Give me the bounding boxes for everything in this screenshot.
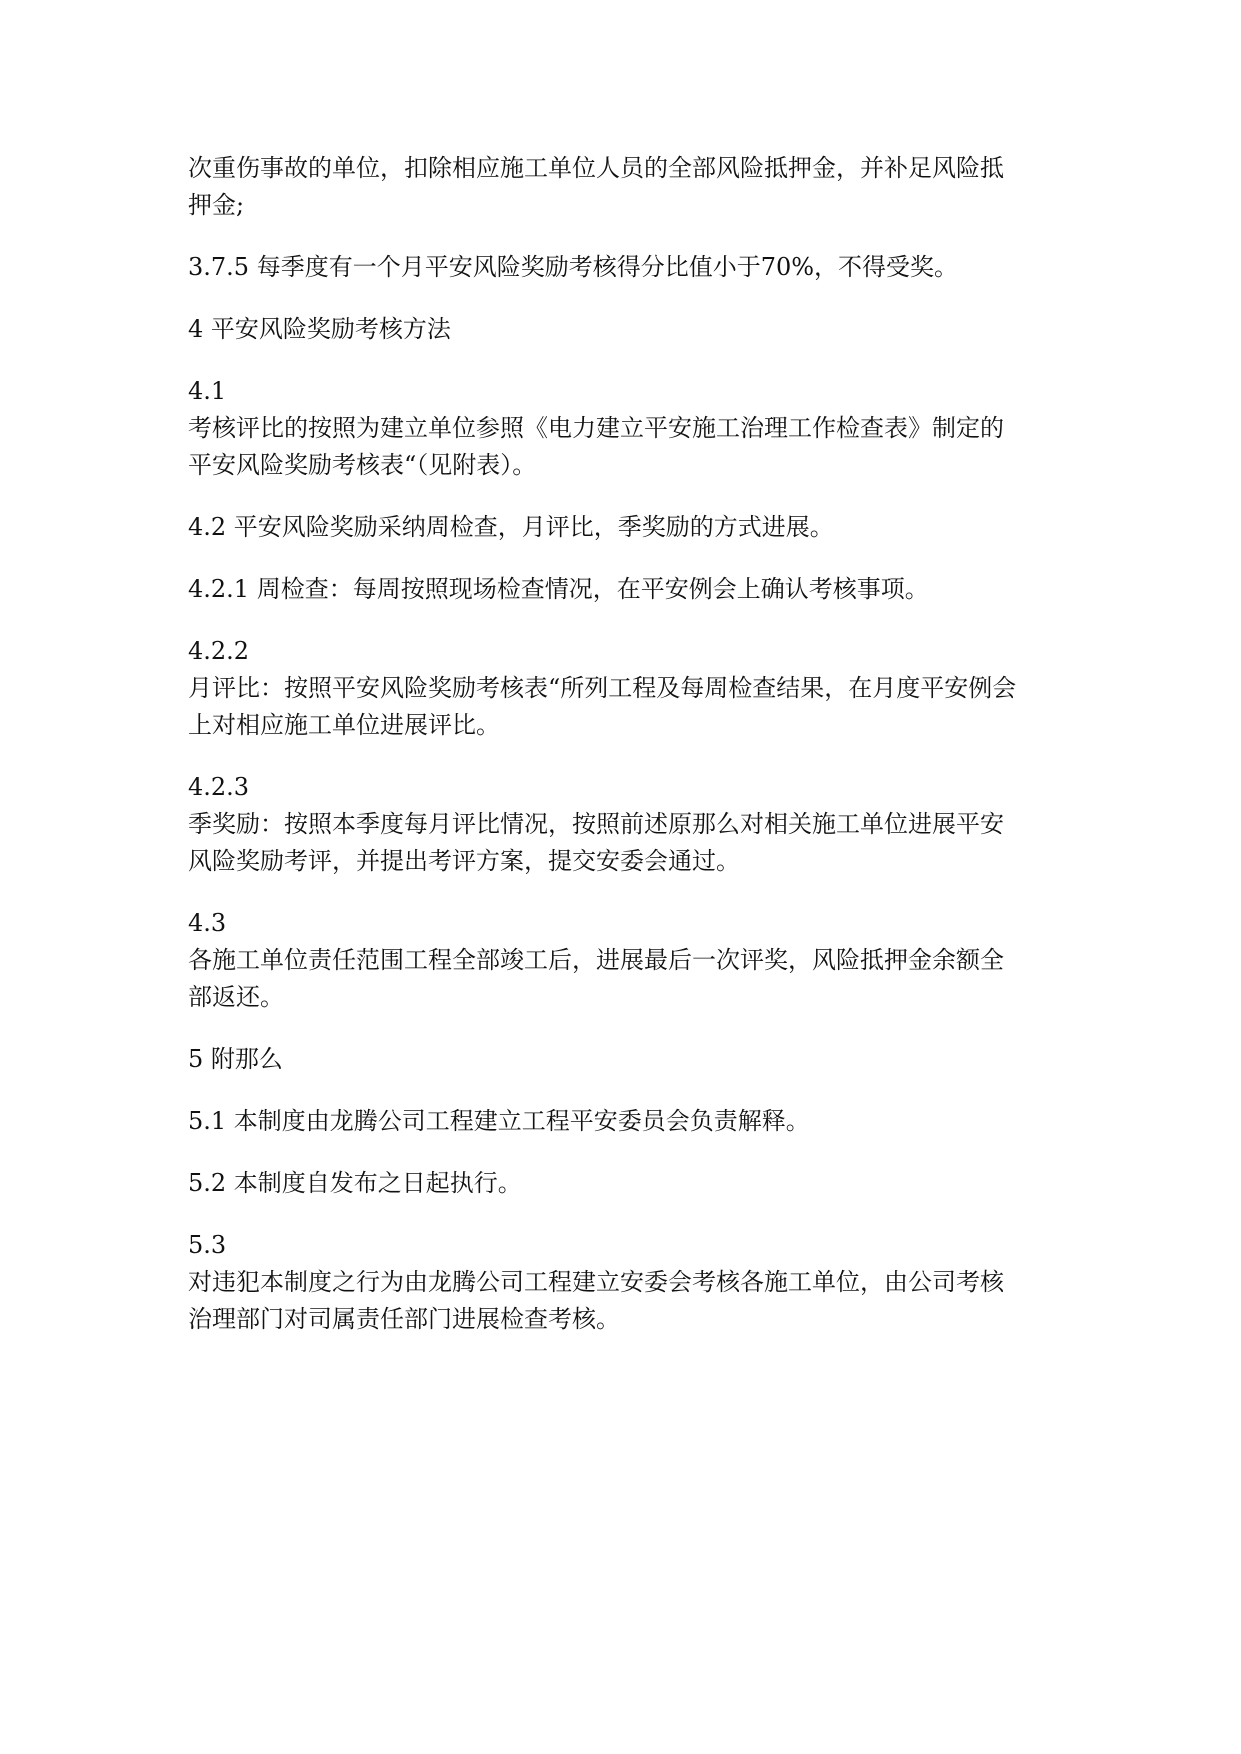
paragraph-4-1 (188, 373, 1068, 484)
paragraph-4-2 (188, 509, 1068, 546)
text-line: 对违犯本制度之行为由龙腾公司工程建立安委会考核各施工单位，由公司考核 (188, 1268, 1004, 1296)
paragraph-5-2 (188, 1165, 1068, 1202)
clause-number: 5.3 (188, 1231, 227, 1259)
text-line: 考核评比的按照为建立单位参照《电力建立平安施工治理工作检查表》制定的 (188, 414, 1004, 442)
text-line: 5 附那么 (188, 1045, 283, 1073)
text-line: 月评比：按照平安风险奖励考核表“所列工程及每周检查结果，在月度平安例会 (188, 674, 1017, 702)
clause-number: 4.3 (188, 909, 227, 937)
text-line: 5.1 本制度由龙腾公司工程建立工程平安委员会负责解释。 (188, 1107, 810, 1135)
clause-number: 4.2.3 (188, 773, 250, 801)
text-line: 上对相应施工单位进展评比。 (188, 711, 500, 739)
section-heading-4 (188, 311, 1068, 348)
paragraph-5-1 (188, 1103, 1068, 1140)
text-line: 4 平安风险奖励考核方法 (188, 315, 451, 343)
text-line: 平安风险奖励考核表“（见附表）。 (188, 451, 537, 479)
paragraph-4-3 (188, 905, 1068, 1016)
text-line: 押金; (188, 191, 245, 219)
paragraph-3-7-4-continued (188, 150, 1068, 224)
text-line: 4.2.1 周检查：每周按照现场检查情况，在平安例会上确认考核事项。 (188, 575, 929, 603)
clause-number: 4.2.2 (188, 637, 250, 665)
text-line: 部返还。 (188, 983, 284, 1011)
text-line: 3.7.5 每季度有一个月平安风险奖励考核得分比值小于70%，不得受奖。 (188, 253, 959, 281)
paragraph-4-2-3 (188, 769, 1068, 880)
section-heading-5 (188, 1041, 1068, 1078)
text-line: 治理部门对司属责任部门进展检查考核。 (188, 1305, 620, 1333)
clause-number: 4.1 (188, 377, 227, 405)
paragraph-5-3 (188, 1227, 1068, 1338)
text-line: 风险奖励考评，并提出考评方案，提交安委会通过。 (188, 847, 740, 875)
text-line: 季奖励：按照本季度每月评比情况，按照前述原那么对相关施工单位进展平安 (188, 810, 1004, 838)
paragraph-4-2-2 (188, 633, 1068, 744)
text-line: 次重伤事故的单位，扣除相应施工单位人员的全部风险抵押金，并补足风险抵 (188, 154, 1004, 182)
text-line: 5.2 本制度自发布之日起执行。 (188, 1169, 522, 1197)
document-body (188, 150, 1068, 1338)
paragraph-4-2-1 (188, 571, 1068, 608)
text-line: 各施工单位责任范围工程全部竣工后，进展最后一次评奖，风险抵押金余额全 (188, 946, 1004, 974)
text-line: 4.2 平安风险奖励采纳周检查，月评比，季奖励的方式进展。 (188, 513, 834, 541)
paragraph-3-7-5 (188, 249, 1068, 286)
